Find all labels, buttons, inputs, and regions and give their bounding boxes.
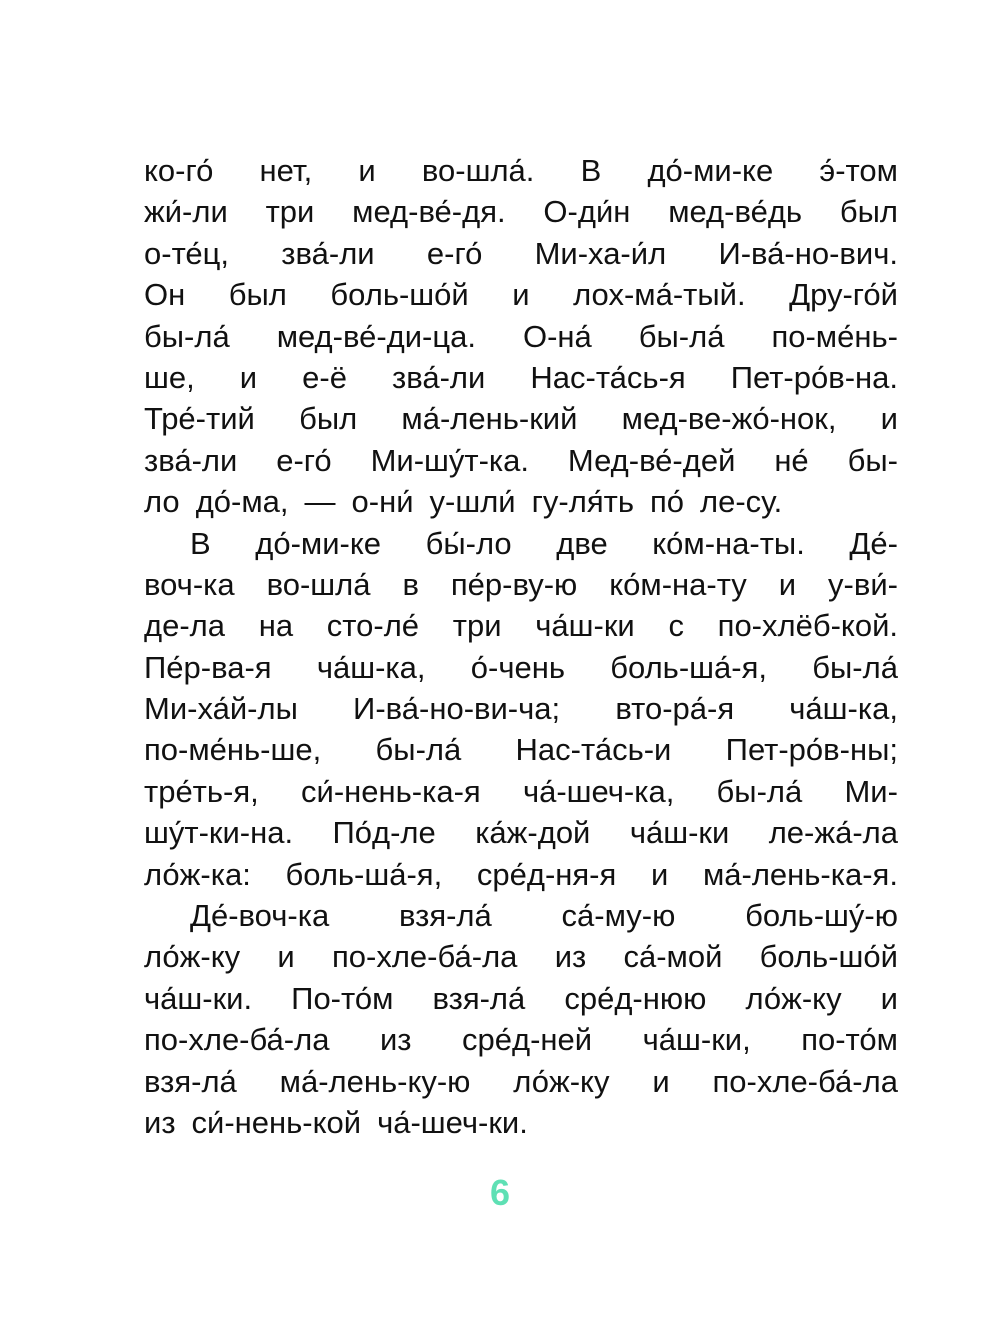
word: с xyxy=(668,608,684,644)
word: По-то́м xyxy=(291,980,394,1016)
word: и xyxy=(239,359,258,395)
word: Пет-ро́в-ны; xyxy=(725,732,898,768)
word: о-ни́ xyxy=(351,484,414,520)
text-line xyxy=(144,688,898,729)
text-line xyxy=(144,150,898,191)
word: из xyxy=(554,939,587,975)
text-line xyxy=(144,1061,898,1102)
word: боль-ша́-я, xyxy=(285,856,443,892)
word: ле-су. xyxy=(700,484,783,520)
word: на xyxy=(258,608,294,644)
word: си́-нень-ка-я xyxy=(301,773,481,809)
word: ча́ш-ки xyxy=(535,608,635,644)
word: три xyxy=(452,608,502,644)
word: мед-ве́дь xyxy=(668,194,803,230)
word: по-то́м xyxy=(801,1022,898,1058)
word: ше, xyxy=(144,359,195,395)
word: ма́-лень-ка-я. xyxy=(702,856,898,892)
word: жи́-ли xyxy=(144,194,228,230)
word: Он xyxy=(144,277,186,313)
word: о-те́ц, xyxy=(144,235,230,271)
word: По́д-ле xyxy=(332,815,436,851)
word: са́-му-ю xyxy=(561,898,676,934)
text-line xyxy=(144,274,898,315)
word: ма́-лень-кий xyxy=(401,401,578,437)
word: зва́-ли xyxy=(144,442,238,478)
text-line xyxy=(144,605,898,646)
word: воч-ка xyxy=(144,566,235,602)
word: зва́-ли xyxy=(281,235,375,271)
word: ко́м-на-ты. xyxy=(652,525,805,561)
word: о́-чень xyxy=(470,649,566,685)
word: и xyxy=(880,980,898,1016)
word: вто-ра́-я xyxy=(615,691,735,727)
word: боль-шо́й xyxy=(330,277,469,313)
word: и xyxy=(512,277,530,313)
word: мед-ве́-дя. xyxy=(352,194,506,230)
word: и xyxy=(358,153,376,188)
text-line xyxy=(144,729,898,770)
word: и xyxy=(880,401,898,437)
text-line xyxy=(144,812,898,853)
word: ло́ж-ка: xyxy=(144,856,251,892)
word: ло́ж-ку xyxy=(144,939,241,975)
word: ча́-шеч-ки. xyxy=(377,1104,528,1140)
word: е-ё xyxy=(302,359,347,395)
word: до́-ми-ке xyxy=(255,525,382,561)
word: Пе́р-ва-я xyxy=(144,649,272,685)
word: у-шли́ xyxy=(429,484,516,520)
text-line xyxy=(144,564,898,605)
word: по-хлёб-кой. xyxy=(717,608,898,644)
word: бы- xyxy=(847,442,898,478)
word: не́ xyxy=(774,442,809,478)
word: ло xyxy=(144,484,180,520)
word: ча́ш-ка, xyxy=(316,649,426,685)
word: ча́ш-ки xyxy=(629,815,730,851)
word: И-ва́-но-вич. xyxy=(718,235,898,271)
word: ло́ж-ку xyxy=(745,980,842,1016)
word: боль-ша́-я, xyxy=(610,649,767,685)
page-number: 6 xyxy=(489,1172,511,1213)
word: Тре́-тий xyxy=(144,401,255,437)
word: взя-ла́ xyxy=(144,1063,237,1099)
word: в xyxy=(402,566,419,602)
text-line xyxy=(144,1102,898,1143)
word: был xyxy=(228,277,287,313)
word: бы-ла́ xyxy=(375,732,462,768)
word: шу́т-ки-на. xyxy=(144,815,294,851)
word: и xyxy=(650,856,669,892)
word: В xyxy=(580,153,602,188)
word: э́-том xyxy=(819,153,898,188)
word: ча́ш-ки. xyxy=(144,980,253,1016)
word: был xyxy=(839,194,898,230)
word: де-ла xyxy=(144,608,225,644)
word: по́ xyxy=(649,484,685,520)
word: Ми- xyxy=(844,773,898,809)
word: во-шла́ xyxy=(266,566,371,602)
word: до́-ма, xyxy=(195,484,289,520)
text-line xyxy=(144,978,898,1019)
word: си́-нень-кой xyxy=(191,1104,362,1140)
word: ча́ш-ка, xyxy=(789,691,898,727)
word: боль-шу́-ю xyxy=(745,898,898,934)
word: мед-ве-жо́-нок, xyxy=(621,401,837,437)
word: ле-жа́-ла xyxy=(768,815,898,851)
word: бы-ла́ xyxy=(812,649,898,685)
word: по-ме́нь- xyxy=(771,318,898,354)
word: Ми-ха-и́л xyxy=(534,235,667,271)
word: ка́ж-дой xyxy=(475,815,591,851)
word: мед-ве́-ди-ца. xyxy=(276,318,476,354)
word: В xyxy=(190,525,211,561)
text-line xyxy=(144,481,898,522)
word: бы-ла́ xyxy=(144,318,230,354)
word: тре́ть-я, xyxy=(144,773,259,809)
word: по-хле-ба́-ла xyxy=(712,1063,898,1099)
body-text xyxy=(144,150,898,1143)
word: Нас-та́сь-я xyxy=(530,359,686,395)
word: ча́ш-ки, xyxy=(642,1022,751,1058)
word: Де́- xyxy=(849,525,898,561)
word: боль-шо́й xyxy=(759,939,898,975)
word: Мед-ве́-дей xyxy=(567,442,736,478)
text-line xyxy=(144,357,898,398)
word: ма́-лень-ку-ю xyxy=(279,1063,471,1099)
text-line xyxy=(144,440,898,481)
word: Де́-воч-ка xyxy=(190,898,330,934)
word: сре́д-ней xyxy=(462,1022,593,1058)
text-line xyxy=(144,936,898,977)
text-line xyxy=(144,1019,898,1060)
word: нет, xyxy=(259,153,313,188)
word: О-ди́н xyxy=(543,194,631,230)
word: из xyxy=(379,1022,412,1058)
text-line xyxy=(144,895,898,936)
word: и xyxy=(652,1063,670,1099)
word: был xyxy=(299,401,358,437)
word: е-го́ xyxy=(426,235,483,271)
word: Ми-ха́й-лы xyxy=(144,691,298,727)
word: три xyxy=(265,194,315,230)
text-line xyxy=(144,191,898,232)
text-line xyxy=(144,647,898,688)
word: ло́ж-ку xyxy=(513,1063,610,1099)
word: ко́м-на-ту xyxy=(609,566,747,602)
word: во-шла́. xyxy=(421,153,535,188)
word: сре́д-ня-я xyxy=(476,856,617,892)
word: И-ва́-но-ви-ча; xyxy=(353,691,561,727)
word: зва́-ли xyxy=(392,359,486,395)
word: О-на́ xyxy=(522,318,592,354)
word: лох-ма́-тый. xyxy=(573,277,746,313)
word: бы-ла́ xyxy=(638,318,725,354)
word: Дру-го́й xyxy=(789,277,898,313)
word: е-го́ xyxy=(276,442,332,478)
word: по-хле-ба́-ла xyxy=(331,939,518,975)
word: две xyxy=(556,525,608,561)
word: взя-ла́ xyxy=(432,980,526,1016)
text-line xyxy=(144,771,898,812)
word: сре́д-нюю xyxy=(564,980,707,1016)
word: са́-мой xyxy=(623,939,723,975)
text-line xyxy=(144,523,898,564)
word: по-хле-ба́-ла xyxy=(144,1022,330,1058)
word: — xyxy=(304,484,336,520)
word: у-ви́- xyxy=(828,566,898,602)
word: Нас-та́сь-и xyxy=(515,732,672,768)
word: гу-ля́ть xyxy=(531,484,634,520)
word: взя-ла́ xyxy=(398,898,492,934)
word: пе́р-ву-ю xyxy=(450,566,578,602)
text-line xyxy=(144,854,898,895)
word: из xyxy=(144,1104,176,1140)
text-line xyxy=(144,316,898,357)
word: по-ме́нь-ше, xyxy=(144,732,322,768)
word: и xyxy=(277,939,295,975)
word: бы-ла́ xyxy=(716,773,803,809)
word: бы́-ло xyxy=(425,525,512,561)
text-line xyxy=(144,233,898,274)
word: Пет-ро́в-на. xyxy=(730,359,898,395)
word: до́-ми-ке xyxy=(647,153,774,188)
word: сто-ле́ xyxy=(326,608,420,644)
word: Ми-шу́т-ка. xyxy=(370,442,530,478)
word: ко-го́ xyxy=(144,153,214,188)
text-line xyxy=(144,398,898,439)
word: и xyxy=(778,566,797,602)
word: ча́-шеч-ка, xyxy=(522,773,675,809)
